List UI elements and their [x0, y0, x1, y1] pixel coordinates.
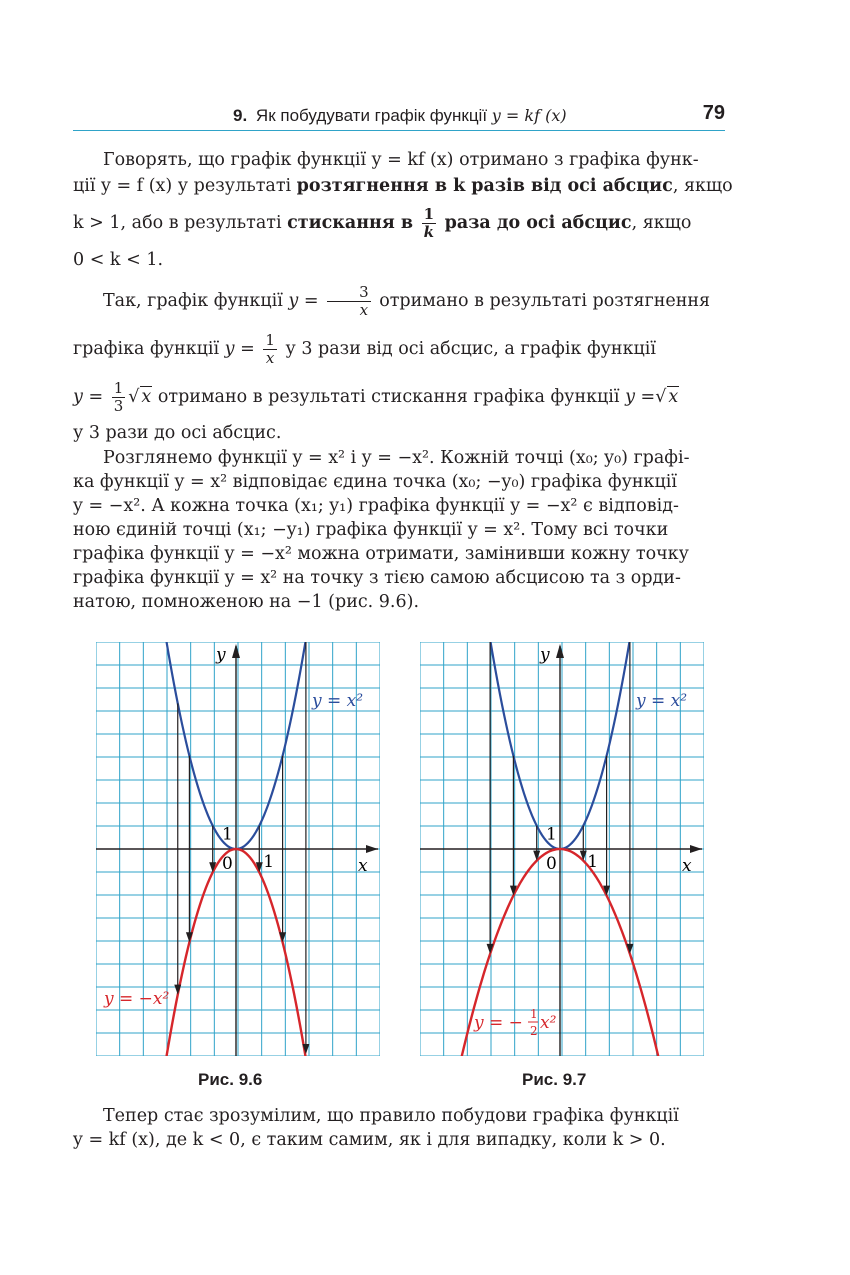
para2-frac1 [327, 284, 371, 319]
para1-term-axis: раза до осі абсцис [444, 213, 632, 233]
section-number: 9. [233, 106, 248, 125]
para1-line4: 0 < k < 1. [73, 250, 164, 270]
x-tick-label: 1 [587, 852, 599, 872]
para2-formula4: y = [625, 387, 656, 407]
transform-arrow-head [174, 985, 181, 995]
para1-line2 [73, 176, 733, 196]
origin-label: 0 [222, 854, 233, 874]
y-axis-label: y [216, 645, 226, 665]
section-title-text: Як побудувати графік функції [255, 106, 488, 125]
para1-frac-num: 1 [423, 205, 435, 223]
para4-line1: Тепер стає зрозумілим, що правило побудови графіка функції [103, 1106, 679, 1126]
para3-line7: натою, помноженою на −1 (рис. 9.6). [73, 592, 420, 612]
label-y-equals-minus-x-squared: y = −x² [104, 989, 170, 1009]
y-tick-label: 1 [222, 824, 233, 845]
label-y-equals-x-squared: y = x² [636, 691, 688, 711]
para2-frac3 [112, 380, 126, 415]
y-tick-label: 1 [546, 824, 557, 845]
para2-frac2-num: 1 [265, 331, 275, 349]
para1-line2-a: ції y = f (x) у результаті [73, 176, 297, 196]
para2-frac1-den: x [359, 301, 369, 319]
para2-frac2-den: x [265, 349, 275, 367]
figure-9-6-caption: Рис. 9.6 [198, 1070, 263, 1089]
para3-line2: ка функції y = x² відповідає єдина точка (x₀; −y₀) графіка функції [73, 472, 677, 492]
para4-line2: y = kf (x), де k < 0, є таким самим, як і для випадку, коли k > 0. [73, 1130, 666, 1150]
para2-line2-b: у 3 рази від осі абсцис, а графік функції [285, 339, 656, 359]
para2-frac2 [263, 332, 277, 367]
para1-fraction [422, 206, 436, 241]
section-title [233, 106, 567, 126]
para2-line1-b: отримано в результаті розтягнення [379, 291, 711, 311]
label-bottom-frac-num: 1 [530, 1007, 538, 1021]
para1-line3-a: k > 1, або в результаті [73, 213, 288, 233]
para3-line1: Розглянемо функції y = x² і y = −x². Кожній точці (x₀; y₀) графі- [103, 448, 690, 468]
figure-9-7-caption: Рис. 9.7 [522, 1070, 587, 1089]
para2-line2-a: графіка функції [73, 339, 220, 359]
para2-line3: y = $\frac{1}{3}$ √ x отримано в результаті стискання графіка функції y =√ x [73, 379, 679, 415]
para2-line1-a: Так, графік функції [103, 291, 283, 311]
para3-line5: графіка функції y = −x² можна отримати, замінивши кожну точку [73, 544, 689, 564]
para1-term-compress: стискання в [287, 213, 414, 233]
para1-line3 [73, 206, 725, 241]
para2-formula3: y = [73, 387, 104, 407]
para1-line1: Говорять, що графік функції y = kf (x) отримано з графіка функ- [103, 150, 699, 170]
para2-formula1: y = [288, 291, 319, 311]
x-axis-arrow [690, 845, 702, 853]
para3-line4: ною єдиній точці (x₁; −y₁) графіка функції y = x². Тому всі точки [73, 520, 669, 540]
para1-line3-d: , якщо [631, 213, 692, 233]
y-axis-label: y [540, 645, 550, 665]
label-bottom-prefix: y = − [474, 1013, 523, 1033]
para2-sqrt1: x [141, 387, 152, 407]
para2-frac3-num: 1 [113, 379, 124, 397]
x-axis-label: x [358, 856, 368, 876]
para2-line1 [73, 284, 725, 319]
label-y-equals-x-squared: y = x² [312, 691, 364, 711]
para3-line6: графіка функції y = x² на точку з тією самою абсцисою та з орди- [73, 568, 681, 588]
label-bottom-suffix: x² [540, 1013, 557, 1033]
figure-9-6 [96, 642, 380, 1056]
running-header [73, 100, 725, 131]
origin-label: 0 [546, 854, 557, 874]
para2-line3-a: отримано в результаті стискання графіка функції [157, 387, 620, 407]
para2-line2 [73, 332, 725, 367]
y-axis-arrow [232, 644, 240, 658]
figure-9-7 [420, 642, 704, 1056]
para1-term-stretch: розтягнення в k разів від осі абсцис [296, 176, 673, 196]
page-number: 79 [702, 102, 725, 124]
para2-line4: у 3 рази до осі абсцис. [73, 423, 282, 443]
para2-formula2: y = [224, 339, 255, 359]
label-bottom-frac-den: 2 [530, 1024, 538, 1038]
para1-frac-den: k [423, 223, 435, 241]
para1-line2-c: , якщо [672, 176, 733, 196]
y-axis-arrow [556, 644, 564, 658]
x-axis-arrow [366, 845, 378, 853]
para2-frac1-num: 3 [327, 284, 371, 302]
section-formula: y = kf (x) [491, 106, 567, 125]
x-axis-label: x [682, 856, 692, 876]
para3-line3: y = −x². А кожна точка (x₁; y₁) графіка функції y = −x² є відповід- [73, 496, 679, 516]
para2-frac3-den: 3 [113, 397, 124, 415]
para2-sqrt2: x [668, 387, 679, 407]
x-tick-label: 1 [263, 852, 275, 872]
